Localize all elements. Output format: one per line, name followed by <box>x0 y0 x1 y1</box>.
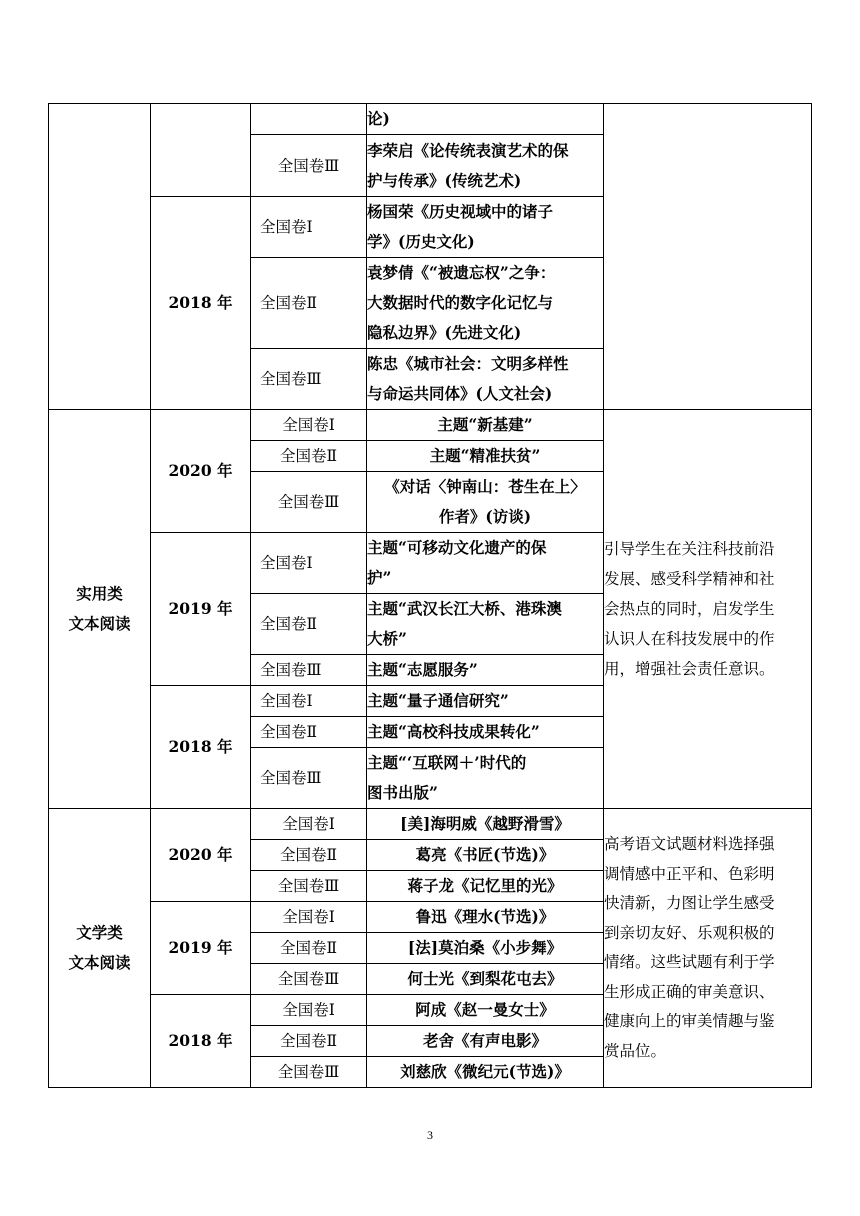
year-cell: 2020 年 <box>151 410 251 533</box>
material-cell: [美]海明威《越野滑雪》 <box>367 809 604 840</box>
material-line: 隐私边界》(先进文化) <box>367 323 522 342</box>
exam-cell: 全国卷Ⅰ <box>251 197 367 258</box>
description-line: 到亲切友好、乐观积极的 <box>604 923 775 942</box>
exam-cell-empty <box>251 104 367 135</box>
description-line: 生形成正确的审美意识、 <box>604 982 775 1001</box>
exam-cell: 全国卷Ⅲ <box>251 871 367 902</box>
material-line: 图书出版” <box>367 783 438 802</box>
year-cell: 2020 年 <box>151 809 251 902</box>
exam-cell: 全国卷Ⅲ <box>251 748 367 809</box>
description-line: 引导学生在关注科技前沿 <box>604 540 775 558</box>
description-line: 高考语文试题材料选择强 <box>604 835 775 853</box>
material-line: 护与传承》(传统艺术) <box>367 170 522 190</box>
material-cell: 主题“高校科技成果转化” <box>367 717 604 748</box>
material-cell: 刘慈欣《微纪元(节选)》 <box>367 1057 604 1088</box>
table-row <box>49 809 812 840</box>
material-line: 大数据时代的数字化记忆与 <box>367 293 554 312</box>
description-line: 情绪。这些试题有利于学 <box>604 953 775 971</box>
category-cell-empty <box>49 104 151 410</box>
material-line: 陈忠《城市社会：文明多样性 <box>367 354 569 373</box>
description-line: 认识人在科技发展中的作 <box>604 630 775 648</box>
material-line: 学》(历史文化) <box>367 232 475 251</box>
material-line: 袁梦倩《“被遗忘权”之争： <box>367 263 556 282</box>
material-line: 大桥” <box>367 629 407 648</box>
table-row <box>49 410 812 441</box>
material-cell: 主题“量子通信研究” <box>367 686 604 717</box>
year-cell: 2019 年 <box>151 533 251 686</box>
description-line: 用，增强社会责任意识。 <box>604 660 775 678</box>
material-cell: 鲁迅《理水(节选)》 <box>367 902 604 933</box>
exam-cell: 全国卷Ⅲ <box>251 349 367 410</box>
exam-cell: 全国卷Ⅱ <box>251 441 367 472</box>
description-cell-empty <box>604 104 812 410</box>
exam-cell: 全国卷Ⅱ <box>251 840 367 871</box>
exam-cell: 全国卷Ⅲ <box>251 1057 367 1088</box>
exam-cell: 全国卷Ⅰ <box>251 533 367 594</box>
material-cell <box>367 472 604 533</box>
material-cell: 主题“新基建” <box>367 410 604 441</box>
material-line: 主题“可移动文化遗产的保 <box>367 538 547 557</box>
description-line: 发展、感受科学精神和社 <box>604 570 775 588</box>
year-cell: 2018 年 <box>151 197 251 410</box>
material-cell <box>367 197 604 258</box>
year-cell-empty <box>151 104 251 197</box>
category-line: 实用类 <box>76 584 123 603</box>
material-cell: 论) <box>367 104 604 135</box>
material-line: 杨国荣《历史视域中的诸子 <box>367 202 554 221</box>
category-line: 文本阅读 <box>68 614 131 633</box>
exam-cell: 全国卷Ⅱ <box>251 933 367 964</box>
material-cell: 何士光《到梨花屯去》 <box>367 964 604 995</box>
page-number: 3 <box>427 1128 433 1142</box>
material-cell <box>367 135 604 197</box>
year-cell: 2018 年 <box>151 995 251 1088</box>
description-line: 健康向上的审美情趣与鉴 <box>604 1012 775 1030</box>
description-cell <box>604 410 812 809</box>
exam-cell: 全国卷Ⅱ <box>251 1026 367 1057</box>
exam-cell: 全国卷Ⅱ <box>251 594 367 655</box>
material-line: 护” <box>367 568 392 587</box>
table-row <box>49 104 812 135</box>
material-cell <box>367 533 604 594</box>
exam-cell: 全国卷Ⅰ <box>251 410 367 441</box>
exam-cell: 全国卷Ⅰ <box>251 809 367 840</box>
material-cell: 主题“志愿服务” <box>367 655 604 686</box>
category-cell <box>49 410 151 809</box>
category-line: 文学类 <box>76 923 123 942</box>
material-line: 主题“‘互联网＋’时代的 <box>367 753 527 772</box>
material-line: 作者》(访谈) <box>438 507 532 526</box>
material-line: 主题“武汉长江大桥、港珠澳 <box>367 599 562 618</box>
exam-cell: 全国卷Ⅰ <box>251 686 367 717</box>
exam-cell: 全国卷Ⅲ <box>251 964 367 995</box>
material-line: 《对话〈钟南山：苍生在上〉 <box>384 477 586 496</box>
exam-cell: 全国卷Ⅲ <box>251 135 367 197</box>
exam-cell: 全国卷Ⅱ <box>251 258 367 349</box>
material-cell: 阿成《赵一曼女士》 <box>367 995 604 1026</box>
material-cell: [法]莫泊桑《小步舞》 <box>367 933 604 964</box>
material-cell <box>367 748 604 809</box>
exam-cell: 全国卷Ⅲ <box>251 655 367 686</box>
description-line: 赏品位。 <box>604 1041 667 1060</box>
category-line: 文本阅读 <box>68 953 131 972</box>
exam-cell: 全国卷Ⅰ <box>251 995 367 1026</box>
material-cell <box>367 594 604 655</box>
exam-cell: 全国卷Ⅱ <box>251 717 367 748</box>
description-cell <box>604 809 812 1088</box>
material-cell <box>367 349 604 410</box>
material-cell: 主题“精准扶贫” <box>367 441 604 472</box>
material-line: 与命运共同体》(人文社会) <box>367 384 553 403</box>
description-line: 会热点的同时，启发学生 <box>604 600 775 618</box>
material-cell: 蒋子龙《记忆里的光》 <box>367 871 604 902</box>
category-cell <box>49 809 151 1088</box>
material-line: 李荣启《论传统表演艺术的保 <box>367 140 569 160</box>
description-line: 调情感中正平和、色彩明 <box>604 864 775 883</box>
description-line: 快清新，力图让学生感受 <box>604 894 775 912</box>
exam-cell: 全国卷Ⅲ <box>251 472 367 533</box>
material-cell: 老舍《有声电影》 <box>367 1026 604 1057</box>
reading-materials-table <box>48 103 812 1088</box>
material-cell <box>367 258 604 349</box>
exam-cell: 全国卷Ⅰ <box>251 902 367 933</box>
year-cell: 2019 年 <box>151 902 251 995</box>
year-cell: 2018 年 <box>151 686 251 809</box>
material-cell: 葛亮《书匠(节选)》 <box>367 840 604 871</box>
